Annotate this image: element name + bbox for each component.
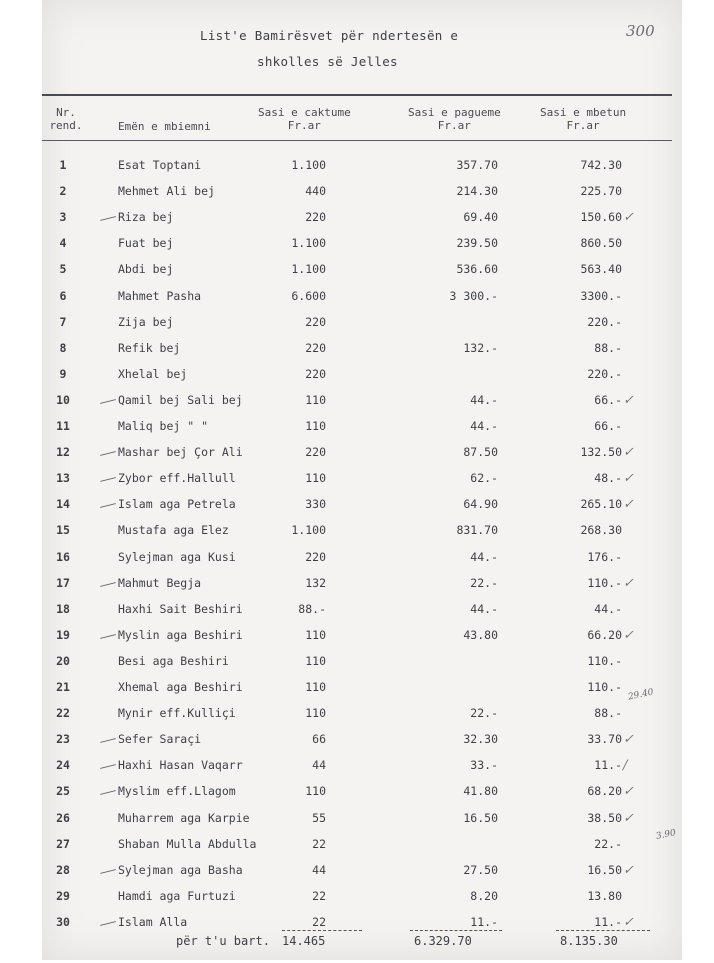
donor-name: Maliq bej " " xyxy=(118,419,209,433)
header-name: Emën e mbiemni xyxy=(118,120,211,133)
total-underline-pagueme xyxy=(410,930,502,931)
row-number: 30 xyxy=(56,914,70,929)
amount-remaining: 860.50 xyxy=(580,236,622,251)
amount-assigned: 66 xyxy=(312,732,326,747)
donor-name: Muharrem aga Karpie xyxy=(118,810,250,825)
donor-name: Esat Toptani xyxy=(118,158,202,172)
row-number: 24 xyxy=(56,758,70,773)
pencil-dash-mark xyxy=(100,764,116,769)
amount-remaining: 220.- xyxy=(587,314,622,329)
amount-remaining: 110.- xyxy=(587,575,622,590)
header-mbetun: Sasi e mbetun Fr.ar xyxy=(540,106,627,132)
row-number: 1 xyxy=(59,158,67,172)
amount-paid: 41.80 xyxy=(463,784,498,799)
document-title-line2: shkolles së Jelles xyxy=(257,54,398,69)
donor-name: Haxhi Hasan Vaqarr xyxy=(118,758,243,773)
header-pagueme: Sasi e pagueme Fr.ar xyxy=(408,106,501,132)
donor-name: Mustafa aga Elez xyxy=(118,523,229,538)
row-number: 8 xyxy=(59,340,67,355)
amount-assigned: 55 xyxy=(312,810,326,825)
check-mark: ✓ xyxy=(623,497,634,513)
table-row xyxy=(0,811,714,837)
row-number: 22 xyxy=(56,706,70,721)
row-number: 21 xyxy=(56,680,70,694)
table-row xyxy=(0,784,714,810)
amount-assigned: 1.100 xyxy=(291,262,326,277)
amount-assigned: 110 xyxy=(305,706,326,721)
header-nr: Nr. rend. xyxy=(49,106,83,132)
amount-assigned: 88.- xyxy=(298,601,326,616)
table-row xyxy=(0,445,714,471)
amount-remaining: 225.70 xyxy=(580,184,622,199)
amount-paid: 239.50 xyxy=(456,236,498,251)
amount-remaining: 88.- xyxy=(594,340,622,355)
donor-name: Qamil bej Sali bej xyxy=(118,392,243,407)
totals-caktume: 14.465 xyxy=(282,934,326,948)
table-row xyxy=(0,341,714,367)
amount-assigned: 110 xyxy=(305,653,326,668)
table-row xyxy=(0,419,714,445)
row-number: 12 xyxy=(56,445,70,460)
donor-name: Mahmet Pasha xyxy=(118,288,202,303)
amount-paid: 62.- xyxy=(470,471,498,486)
row-number: 6 xyxy=(59,288,67,303)
donor-name: Sylejman aga Kusi xyxy=(118,549,236,564)
row-number: 9 xyxy=(59,366,67,381)
amount-remaining: 88.- xyxy=(594,706,622,721)
row-number: 23 xyxy=(56,732,70,747)
donor-name: Haxhi Sait Beshiri xyxy=(118,601,243,616)
row-number: 2 xyxy=(59,184,67,199)
check-mark: / xyxy=(623,758,628,774)
donor-name: Mynir eff.Kulliçi xyxy=(118,706,236,721)
pencil-dash-mark xyxy=(100,216,116,221)
amount-paid: 22.- xyxy=(470,706,498,721)
donor-name: Xhelal bej xyxy=(118,366,188,381)
amount-assigned: 6.600 xyxy=(291,288,326,303)
table-row xyxy=(0,184,714,210)
page-number: 300 xyxy=(626,22,655,40)
check-mark: ✓ xyxy=(623,392,634,408)
donor-name: Myslin aga Beshiri xyxy=(118,627,243,642)
check-mark: ✓ xyxy=(623,445,634,461)
amount-paid: 69.40 xyxy=(463,210,498,225)
donor-name: Xhemal aga Beshiri xyxy=(118,680,243,694)
row-number: 20 xyxy=(56,653,70,668)
donor-name: Mashar bej Çor Ali xyxy=(118,445,243,460)
donor-name: Refik bej xyxy=(118,340,181,355)
amount-remaining: 110.- xyxy=(587,680,622,694)
table-row xyxy=(0,393,714,419)
table-row xyxy=(0,628,714,654)
amount-paid: 357.70 xyxy=(456,158,498,172)
amount-paid: 27.50 xyxy=(463,862,498,877)
amount-assigned: 110 xyxy=(305,471,326,486)
table-row xyxy=(0,680,714,706)
row-number: 19 xyxy=(56,627,70,642)
check-mark: ✓ xyxy=(623,862,634,878)
amount-remaining: 48.- xyxy=(594,471,622,486)
amount-remaining: 742.30 xyxy=(580,158,622,172)
amount-remaining: 16.50 xyxy=(587,862,622,877)
row-number: 25 xyxy=(56,784,70,799)
table-row xyxy=(0,863,714,889)
amount-paid: 132.- xyxy=(463,340,498,355)
row-number: 14 xyxy=(56,497,70,512)
amount-assigned: 110 xyxy=(305,784,326,799)
amount-paid: 44.- xyxy=(470,392,498,407)
row-number: 4 xyxy=(59,236,67,251)
row-number: 13 xyxy=(56,471,70,486)
amount-paid: 3 300.- xyxy=(449,288,498,303)
donor-name: Mehmet Ali bej xyxy=(118,184,215,199)
amount-remaining: 13.80 xyxy=(587,888,622,903)
header-bottom-rule xyxy=(42,140,672,141)
margin-note-27: 3.90 xyxy=(655,828,677,842)
pencil-dash-mark xyxy=(100,582,116,587)
donor-name: Riza bej xyxy=(118,210,174,225)
amount-assigned: 110 xyxy=(305,627,326,642)
amount-remaining: 11.- xyxy=(594,758,622,773)
row-number: 7 xyxy=(59,314,67,329)
row-number: 27 xyxy=(56,836,70,851)
header-top-rule xyxy=(42,94,672,96)
amount-remaining: 150.60 xyxy=(580,210,622,225)
amount-assigned: 110 xyxy=(305,392,326,407)
donor-name: Abdi bej xyxy=(118,262,174,277)
table-row xyxy=(0,523,714,549)
amount-paid: 214.30 xyxy=(456,184,498,199)
row-number: 18 xyxy=(56,601,70,616)
row-number: 26 xyxy=(56,810,70,825)
totals-label: për t'u bart. xyxy=(176,934,270,948)
pencil-dash-mark xyxy=(100,399,116,404)
amount-assigned: 1.100 xyxy=(291,158,326,172)
amount-remaining: 265.10 xyxy=(580,497,622,512)
donor-name: Sylejman aga Basha xyxy=(118,862,243,877)
check-mark: ✓ xyxy=(623,732,634,748)
donor-name: Mahmut Begja xyxy=(118,575,202,590)
amount-assigned: 22 xyxy=(312,836,326,851)
amount-paid: 44.- xyxy=(470,419,498,433)
row-number: 16 xyxy=(56,549,70,564)
amount-paid: 43.80 xyxy=(463,627,498,642)
amount-remaining: 66.- xyxy=(594,419,622,433)
pencil-dash-mark xyxy=(100,477,116,482)
donor-name: Fuat bej xyxy=(118,236,174,251)
amount-remaining: 22.- xyxy=(594,836,622,851)
table-row xyxy=(0,158,714,184)
row-number: 10 xyxy=(56,392,70,407)
table-row xyxy=(0,758,714,784)
amount-paid: 16.50 xyxy=(463,810,498,825)
amount-remaining: 3300.- xyxy=(580,288,622,303)
check-mark: ✓ xyxy=(623,575,634,591)
amount-assigned: 22 xyxy=(312,914,326,929)
check-mark: ✓ xyxy=(623,627,634,643)
pencil-dash-mark xyxy=(100,790,116,795)
donor-name: Zybor eff.Hallull xyxy=(118,471,236,486)
donor-name: Myslim eff.Llagom xyxy=(118,784,236,799)
amount-assigned: 44 xyxy=(312,862,326,877)
amount-assigned: 44 xyxy=(312,758,326,773)
pencil-dash-mark xyxy=(100,634,116,639)
amount-paid: 64.90 xyxy=(463,497,498,512)
amount-remaining: 66.- xyxy=(594,392,622,407)
table-row xyxy=(0,550,714,576)
amount-assigned: 440 xyxy=(305,184,326,199)
table-row xyxy=(0,602,714,628)
table-row xyxy=(0,837,714,863)
amount-remaining: 176.- xyxy=(587,549,622,564)
check-mark: ✓ xyxy=(623,914,634,930)
amount-assigned: 110 xyxy=(305,419,326,433)
amount-assigned: 1.100 xyxy=(291,236,326,251)
table-row xyxy=(0,732,714,758)
table-row xyxy=(0,889,714,915)
amount-remaining: 44.- xyxy=(594,601,622,616)
donor-name: Zija bej xyxy=(118,314,174,329)
donor-name: Besi aga Beshiri xyxy=(118,653,229,668)
table-row xyxy=(0,367,714,393)
total-underline-mbetun xyxy=(556,930,650,931)
amount-paid: 11.- xyxy=(470,914,498,929)
amount-assigned: 132 xyxy=(305,575,326,590)
table-row xyxy=(0,315,714,341)
document-title-line1: List'e Bamirësvet për ndertesën e xyxy=(200,28,459,43)
row-number: 29 xyxy=(56,888,70,903)
table-row xyxy=(0,210,714,236)
amount-assigned: 110 xyxy=(305,680,326,694)
table-row xyxy=(0,471,714,497)
amount-paid: 44.- xyxy=(470,601,498,616)
amount-assigned: 220 xyxy=(305,340,326,355)
donor-name: Sefer Saraçi xyxy=(118,732,202,747)
amount-assigned: 1.100 xyxy=(291,523,326,538)
row-number: 3 xyxy=(59,210,67,225)
amount-remaining: 33.70 xyxy=(587,732,622,747)
amount-remaining: 563.40 xyxy=(580,262,622,277)
row-number: 15 xyxy=(56,523,70,538)
donor-name: Islam Alla xyxy=(118,914,188,929)
amount-paid: 831.70 xyxy=(456,523,498,538)
amount-assigned: 220 xyxy=(305,445,326,460)
amount-assigned: 220 xyxy=(305,210,326,225)
row-number: 5 xyxy=(59,262,67,277)
amount-paid: 44.- xyxy=(470,549,498,564)
table-row xyxy=(0,497,714,523)
check-mark: ✓ xyxy=(623,210,634,226)
check-mark: ✓ xyxy=(623,810,634,826)
amount-remaining: 68.20 xyxy=(587,784,622,799)
header-caktume: Sasi e caktume Fr.ar xyxy=(258,106,351,132)
pencil-dash-mark xyxy=(100,738,116,743)
totals-mbetun: 8.135.30 xyxy=(560,934,618,948)
amount-paid: 33.- xyxy=(470,758,498,773)
amount-remaining: 132.50 xyxy=(580,445,622,460)
amount-remaining: 268.30 xyxy=(580,523,622,538)
table-row xyxy=(0,236,714,262)
totals-pagueme: 6.329.70 xyxy=(414,934,472,948)
check-mark: ✓ xyxy=(623,784,634,800)
table-row xyxy=(0,262,714,288)
amount-assigned: 22 xyxy=(312,888,326,903)
table-row xyxy=(0,706,714,732)
pencil-dash-mark xyxy=(100,503,116,508)
pencil-dash-mark xyxy=(100,921,116,926)
amount-paid: 22.- xyxy=(470,575,498,590)
amount-paid: 87.50 xyxy=(463,445,498,460)
row-number: 11 xyxy=(56,419,70,433)
amount-assigned: 330 xyxy=(305,497,326,512)
pencil-dash-mark xyxy=(100,451,116,456)
amount-assigned: 220 xyxy=(305,366,326,381)
donor-name: Islam aga Petrela xyxy=(118,497,236,512)
total-underline-caktume xyxy=(282,930,362,931)
amount-remaining: 38.50 xyxy=(587,810,622,825)
amount-assigned: 220 xyxy=(305,314,326,329)
table-row xyxy=(0,576,714,602)
amount-paid: 536.60 xyxy=(456,262,498,277)
pencil-dash-mark xyxy=(100,869,116,874)
amount-paid: 32.30 xyxy=(463,732,498,747)
donor-name: Shaban Mulla Abdulla xyxy=(118,836,257,851)
amount-remaining: 110.- xyxy=(587,653,622,668)
amount-paid: 8.20 xyxy=(470,888,498,903)
row-number: 28 xyxy=(56,862,70,877)
donor-name: Hamdi aga Furtuzi xyxy=(118,888,236,903)
row-number: 17 xyxy=(56,575,70,590)
check-mark: ✓ xyxy=(623,471,634,487)
margin-note-22: 29.40 xyxy=(627,687,655,703)
table-row xyxy=(0,289,714,315)
table-row xyxy=(0,654,714,680)
amount-assigned: 220 xyxy=(305,549,326,564)
amount-remaining: 220.- xyxy=(587,366,622,381)
amount-remaining: 11.- xyxy=(594,914,622,929)
amount-remaining: 66.20 xyxy=(587,627,622,642)
